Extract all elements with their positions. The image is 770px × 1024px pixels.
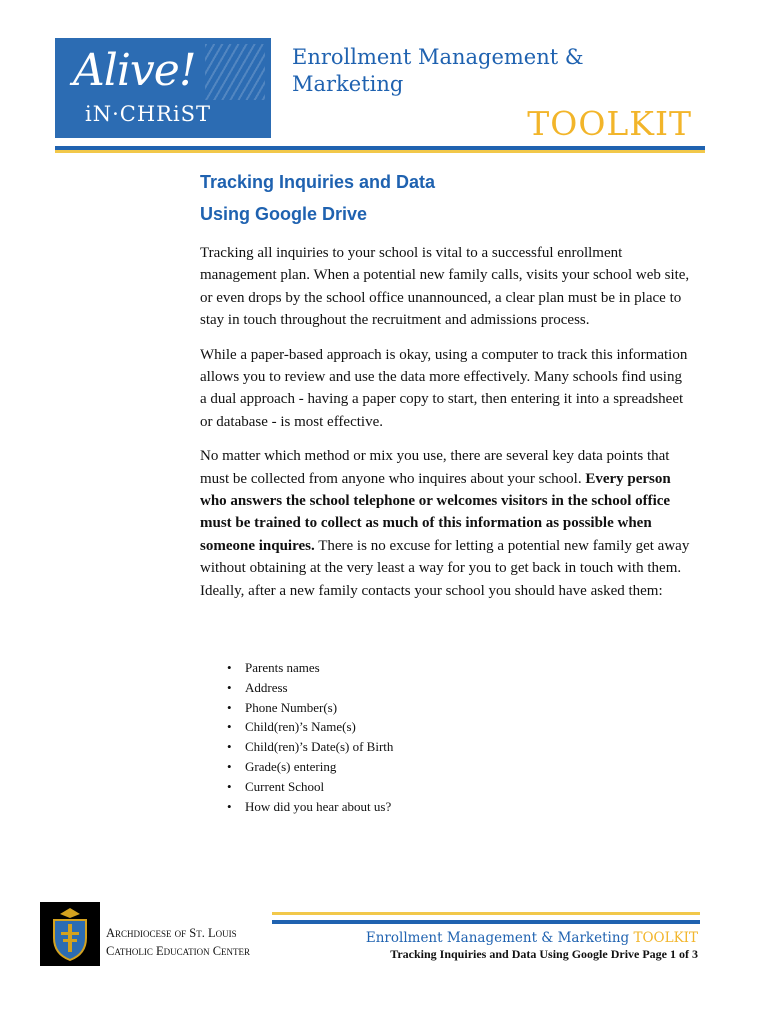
list-item: • Address — [200, 678, 393, 698]
footer-title — [366, 930, 698, 946]
footer-title-text: Enrollment Management & Marketing — [365, 930, 630, 946]
paragraph-1: Tracking all inquiries to your school is vital to a successful enrollment management plan. When a potential new family calls, visits your school web site, or even drops by the school office unannounced, a clear plan must be in place to stay in touch throughout the recruitment and admissions process. — [200, 245, 690, 329]
alive-in-christ-logo — [55, 38, 271, 138]
list-item: • Current School — [200, 777, 393, 797]
header-rule-gold — [55, 150, 705, 153]
header-toolkit: TOOLKIT — [527, 104, 692, 143]
paragraph-2: While a paper-based approach is okay, using a computer to track this information allows you to review and use the data more effectively. Many schools find using a dual approach - having a paper copy to start, then entering it into a spreadsheet or database - is most effective. — [200, 346, 688, 430]
logo-subtext: iN·CHRiST — [85, 102, 212, 126]
paragraph-3-end: There is no excuse for letting a potential new family get away without obtaining at the very least a way for you to get back in touch with them. Ideally, after a new family contacts your school you should have asked them: — [200, 537, 690, 599]
footer-rule-blue — [272, 920, 700, 924]
archdiocese-seal-icon — [40, 902, 100, 966]
list-item: • Grade(s) entering — [200, 757, 393, 777]
document-title — [200, 166, 435, 230]
list-item: • Child(ren)’s Name(s) — [200, 717, 393, 737]
org-line-2: Catholic Education Center — [106, 944, 251, 958]
list-item: • How did you hear about us? — [200, 797, 393, 817]
paragraph-3-start: No matter which method or mix you use, there are several key data points that must be collected from anyone who inquires about your school. — [200, 448, 670, 487]
list-item: • Phone Number(s) — [200, 698, 393, 718]
title-line-1: Tracking Inquiries and Data — [200, 172, 436, 192]
document-body — [200, 242, 690, 614]
logo-rays — [205, 44, 265, 100]
header-title: Enrollment Management & Marketing — [292, 45, 584, 96]
footer-subtitle: Tracking Inquiries and Data Using Google Drive Page 1 of 3 — [390, 947, 698, 961]
footer-toolkit: TOOLKIT — [633, 930, 698, 946]
list-item: • Parents names — [200, 658, 393, 678]
title-line-2: Using Google Drive — [200, 204, 368, 224]
footer-rule-gold — [272, 912, 700, 915]
organization-name — [106, 924, 250, 960]
paragraph-3-bold: Every person who answers the school telephone or welcomes visitors in the school office must be trained to collect as much of this information as possible when someone inquires. — [200, 470, 671, 554]
list-item: • Child(ren)’s Date(s) of Birth — [200, 737, 393, 757]
paragraph-3 — [200, 445, 690, 602]
logo-script-text: Alive! — [73, 45, 196, 96]
org-line-1: Archdiocese of St. Louis — [106, 926, 237, 940]
inquiry-data-list — [200, 658, 393, 816]
